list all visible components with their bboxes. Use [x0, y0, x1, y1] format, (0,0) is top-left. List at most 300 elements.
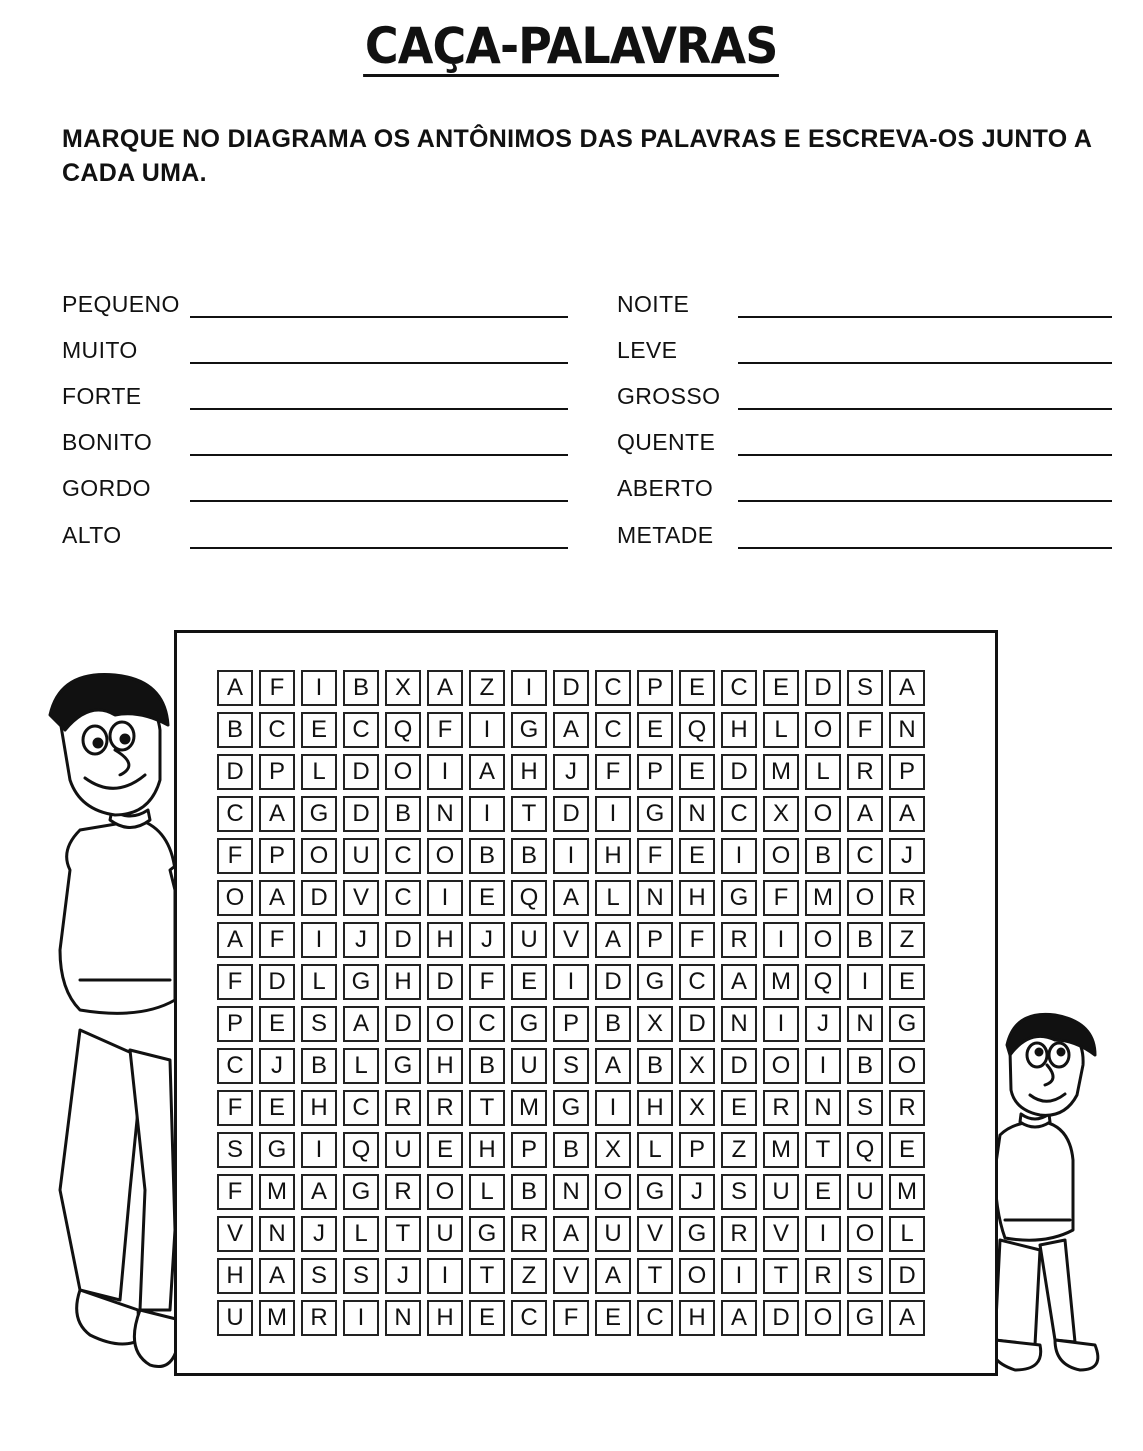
grid-cell[interactable]: C — [385, 838, 421, 874]
grid-cell[interactable]: F — [217, 964, 253, 1000]
grid-cell[interactable]: N — [889, 712, 925, 748]
grid-cell[interactable]: B — [343, 670, 379, 706]
grid-cell[interactable]: F — [259, 922, 295, 958]
grid-cell[interactable]: I — [721, 1258, 757, 1294]
grid-cell[interactable]: O — [805, 796, 841, 832]
grid-cell[interactable]: I — [301, 922, 337, 958]
grid-cell[interactable]: M — [259, 1174, 295, 1210]
grid-cell[interactable]: P — [679, 1132, 715, 1168]
grid-cell[interactable]: D — [805, 670, 841, 706]
grid-cell[interactable]: G — [847, 1300, 883, 1336]
grid-cell[interactable]: H — [217, 1258, 253, 1294]
grid-cell[interactable]: O — [301, 838, 337, 874]
grid-cell[interactable]: B — [469, 838, 505, 874]
grid-cell[interactable]: U — [511, 1048, 547, 1084]
answer-line[interactable] — [190, 434, 568, 456]
grid-cell[interactable]: O — [847, 1216, 883, 1252]
grid-cell[interactable]: A — [553, 712, 589, 748]
grid-cell[interactable]: A — [259, 880, 295, 916]
grid-cell[interactable]: N — [679, 796, 715, 832]
grid-cell[interactable]: P — [553, 1006, 589, 1042]
grid-cell[interactable]: L — [889, 1216, 925, 1252]
grid-cell[interactable]: Q — [679, 712, 715, 748]
grid-cell[interactable]: H — [469, 1132, 505, 1168]
grid-cell[interactable]: F — [259, 670, 295, 706]
grid-cell[interactable]: D — [259, 964, 295, 1000]
grid-cell[interactable]: C — [595, 670, 631, 706]
grid-cell[interactable]: A — [889, 796, 925, 832]
grid-cell[interactable]: F — [217, 1174, 253, 1210]
grid-cell[interactable]: G — [511, 712, 547, 748]
grid-cell[interactable]: U — [343, 838, 379, 874]
grid-cell[interactable]: P — [259, 838, 295, 874]
grid-cell[interactable]: X — [595, 1132, 631, 1168]
grid-cell[interactable]: C — [217, 796, 253, 832]
grid-cell[interactable]: O — [763, 1048, 799, 1084]
word-row-left — [62, 472, 568, 502]
grid-cell[interactable]: C — [343, 712, 379, 748]
grid-cell[interactable]: I — [427, 754, 463, 790]
grid-cell[interactable]: J — [301, 1216, 337, 1252]
grid-cell[interactable]: U — [385, 1132, 421, 1168]
grid-cell[interactable]: O — [805, 922, 841, 958]
grid-cell[interactable]: D — [301, 880, 337, 916]
grid-cell[interactable]: Q — [511, 880, 547, 916]
grid-cell[interactable]: L — [469, 1174, 505, 1210]
grid-cell[interactable]: T — [763, 1258, 799, 1294]
grid-cell[interactable]: O — [217, 880, 253, 916]
grid-cell[interactable]: M — [763, 964, 799, 1000]
grid-cell[interactable]: R — [889, 1090, 925, 1126]
grid-cell[interactable]: G — [553, 1090, 589, 1126]
grid-cell[interactable]: C — [259, 712, 295, 748]
grid-cell[interactable]: I — [511, 670, 547, 706]
grid-cell[interactable]: D — [889, 1258, 925, 1294]
grid-cell[interactable]: S — [217, 1132, 253, 1168]
grid-cell[interactable]: U — [595, 1216, 631, 1252]
grid-cell[interactable]: A — [343, 1006, 379, 1042]
grid-cell[interactable]: G — [637, 1174, 673, 1210]
grid-cell[interactable]: G — [259, 1132, 295, 1168]
grid-cell[interactable]: R — [301, 1300, 337, 1336]
grid-cell[interactable]: O — [805, 1300, 841, 1336]
grid-cell[interactable]: D — [553, 796, 589, 832]
grid-cell[interactable]: C — [721, 670, 757, 706]
grid-cell[interactable]: H — [427, 1300, 463, 1336]
answer-line[interactable] — [738, 480, 1112, 502]
grid-cell[interactable]: C — [343, 1090, 379, 1126]
grid-cell[interactable]: O — [763, 838, 799, 874]
grid-cell[interactable]: S — [343, 1258, 379, 1294]
grid-cell[interactable]: Q — [385, 712, 421, 748]
grid-cell[interactable]: B — [469, 1048, 505, 1084]
grid-cell[interactable]: O — [889, 1048, 925, 1084]
grid-cell[interactable]: B — [511, 1174, 547, 1210]
grid-cell[interactable]: D — [427, 964, 463, 1000]
grid-cell[interactable]: V — [343, 880, 379, 916]
grid-cell[interactable]: J — [805, 1006, 841, 1042]
grid-cell[interactable]: A — [595, 1048, 631, 1084]
grid-cell[interactable]: A — [553, 1216, 589, 1252]
answer-line[interactable] — [738, 296, 1112, 318]
grid-cell[interactable]: U — [427, 1216, 463, 1252]
grid-cell[interactable]: G — [469, 1216, 505, 1252]
grid-cell[interactable]: E — [679, 670, 715, 706]
grid-cell[interactable]: O — [805, 712, 841, 748]
grid-cell[interactable]: T — [469, 1090, 505, 1126]
grid-cell[interactable]: C — [217, 1048, 253, 1084]
grid-cell[interactable]: D — [343, 796, 379, 832]
word-label: GORDO — [62, 475, 151, 501]
grid-cell[interactable]: G — [721, 880, 757, 916]
grid-cell[interactable]: F — [469, 964, 505, 1000]
grid-cell[interactable]: D — [385, 1006, 421, 1042]
grid-cell[interactable]: I — [553, 838, 589, 874]
grid-cell[interactable]: I — [553, 964, 589, 1000]
grid-cell[interactable]: O — [427, 1006, 463, 1042]
grid-cell[interactable]: B — [511, 838, 547, 874]
grid-cell[interactable]: T — [637, 1258, 673, 1294]
word-row-left — [62, 334, 568, 364]
grid-cell[interactable]: N — [721, 1006, 757, 1042]
grid-cell[interactable]: I — [427, 880, 463, 916]
grid-cell[interactable]: H — [511, 754, 547, 790]
grid-cell[interactable]: A — [889, 670, 925, 706]
grid-cell[interactable]: Q — [343, 1132, 379, 1168]
answer-line[interactable] — [190, 527, 568, 549]
grid-cell[interactable]: E — [637, 712, 673, 748]
grid-cell[interactable]: V — [763, 1216, 799, 1252]
answer-line[interactable] — [738, 434, 1112, 456]
grid-cell[interactable]: F — [427, 712, 463, 748]
grid-cell[interactable]: I — [301, 1132, 337, 1168]
grid-cell[interactable]: A — [553, 880, 589, 916]
grid-cell[interactable]: V — [553, 922, 589, 958]
grid-cell[interactable]: T — [511, 796, 547, 832]
grid-cell[interactable]: C — [469, 1006, 505, 1042]
grid-cell[interactable]: L — [637, 1132, 673, 1168]
grid-cell[interactable]: G — [889, 1006, 925, 1042]
grid-cell[interactable]: R — [385, 1174, 421, 1210]
grid-cell[interactable]: P — [511, 1132, 547, 1168]
grid-cell[interactable]: B — [847, 1048, 883, 1084]
grid-cell[interactable]: Z — [469, 670, 505, 706]
grid-cell[interactable]: T — [385, 1216, 421, 1252]
word-row-left — [62, 380, 568, 410]
grid-cell[interactable]: A — [595, 1258, 631, 1294]
grid-cell[interactable]: E — [259, 1090, 295, 1126]
grid-cell[interactable]: C — [847, 838, 883, 874]
grid-cell[interactable]: I — [721, 838, 757, 874]
grid-cell[interactable]: A — [889, 1300, 925, 1336]
grid-cell[interactable]: C — [385, 880, 421, 916]
grid-cell[interactable]: N — [553, 1174, 589, 1210]
grid-cell[interactable]: B — [553, 1132, 589, 1168]
grid-cell[interactable]: M — [889, 1174, 925, 1210]
grid-cell[interactable]: F — [217, 1090, 253, 1126]
grid-cell[interactable]: H — [679, 880, 715, 916]
grid-cell[interactable]: B — [805, 838, 841, 874]
grid-cell[interactable]: O — [595, 1174, 631, 1210]
grid-cell[interactable]: A — [595, 922, 631, 958]
grid-cell[interactable]: F — [679, 922, 715, 958]
grid-cell[interactable]: O — [427, 838, 463, 874]
grid-cell[interactable]: E — [469, 1300, 505, 1336]
grid-cell[interactable]: G — [343, 1174, 379, 1210]
grid-cell[interactable]: A — [217, 922, 253, 958]
grid-cell[interactable]: Z — [721, 1132, 757, 1168]
grid-cell[interactable]: E — [595, 1300, 631, 1336]
answer-line[interactable] — [190, 388, 568, 410]
grid-cell[interactable]: A — [301, 1174, 337, 1210]
grid-cell[interactable]: S — [721, 1174, 757, 1210]
grid-cell[interactable]: G — [511, 1006, 547, 1042]
grid-cell[interactable]: E — [469, 880, 505, 916]
grid-cell[interactable]: Z — [511, 1258, 547, 1294]
grid-cell[interactable]: D — [721, 1048, 757, 1084]
grid-cell[interactable]: E — [301, 712, 337, 748]
grid-cell[interactable]: H — [721, 712, 757, 748]
grid-cell[interactable]: D — [217, 754, 253, 790]
grid-cell[interactable]: I — [427, 1258, 463, 1294]
grid-cell[interactable]: I — [595, 796, 631, 832]
grid-cell[interactable]: L — [343, 1048, 379, 1084]
grid-cell[interactable]: P — [889, 754, 925, 790]
grid-cell[interactable]: D — [763, 1300, 799, 1336]
grid-cell[interactable]: A — [847, 796, 883, 832]
grid-cell[interactable]: R — [805, 1258, 841, 1294]
grid-cell[interactable]: R — [763, 1090, 799, 1126]
grid-cell[interactable]: H — [679, 1300, 715, 1336]
grid-cell[interactable]: J — [385, 1258, 421, 1294]
grid-cell[interactable]: I — [301, 670, 337, 706]
grid-cell[interactable]: R — [847, 754, 883, 790]
grid-cell[interactable]: N — [637, 880, 673, 916]
word-row-left — [62, 519, 568, 549]
grid-cell[interactable]: R — [721, 1216, 757, 1252]
grid-cell[interactable]: M — [763, 1132, 799, 1168]
grid-cell[interactable]: X — [637, 1006, 673, 1042]
word-row-right — [617, 380, 1112, 410]
grid-cell[interactable]: I — [805, 1048, 841, 1084]
grid-cell[interactable]: F — [847, 712, 883, 748]
grid-cell[interactable]: E — [805, 1174, 841, 1210]
grid-cell[interactable]: I — [469, 796, 505, 832]
grid-cell[interactable]: R — [889, 880, 925, 916]
grid-cell[interactable]: E — [679, 754, 715, 790]
word-row-right — [617, 519, 1112, 549]
grid-cell[interactable]: T — [469, 1258, 505, 1294]
grid-cell[interactable]: B — [301, 1048, 337, 1084]
grid-cell[interactable]: C — [595, 712, 631, 748]
grid-cell[interactable]: O — [679, 1258, 715, 1294]
grid-cell[interactable]: X — [385, 670, 421, 706]
grid-cell[interactable]: H — [427, 1048, 463, 1084]
grid-cell[interactable]: O — [847, 880, 883, 916]
grid-cell[interactable]: A — [721, 964, 757, 1000]
grid-cell[interactable]: D — [721, 754, 757, 790]
grid-cell[interactable]: J — [679, 1174, 715, 1210]
grid-cell[interactable]: B — [217, 712, 253, 748]
grid-cell[interactable]: N — [427, 796, 463, 832]
grid-cell[interactable]: H — [427, 922, 463, 958]
page-title — [0, 14, 1143, 78]
grid-cell[interactable]: F — [637, 838, 673, 874]
grid-cell[interactable]: E — [763, 670, 799, 706]
grid-cell[interactable]: F — [217, 838, 253, 874]
grid-cell[interactable]: N — [847, 1006, 883, 1042]
instruction-text: MARQUE NO DIAGRAMA OS ANTÔNIMOS DAS PALAVRAS E ESCREVA-OS JUNTO A CADA UMA. — [62, 125, 1092, 187]
grid-cell[interactable]: J — [343, 922, 379, 958]
grid-cell[interactable]: H — [385, 964, 421, 1000]
grid-cell[interactable]: G — [637, 964, 673, 1000]
grid-cell[interactable]: I — [763, 1006, 799, 1042]
grid-cell[interactable]: R — [721, 922, 757, 958]
grid-cell[interactable]: B — [595, 1006, 631, 1042]
word-label: NOITE — [617, 291, 690, 317]
grid-cell[interactable]: I — [469, 712, 505, 748]
answer-line[interactable] — [190, 342, 568, 364]
grid-cell[interactable]: I — [595, 1090, 631, 1126]
grid-cell[interactable]: X — [763, 796, 799, 832]
grid-cell[interactable]: L — [343, 1216, 379, 1252]
grid-cell[interactable]: D — [385, 922, 421, 958]
grid-cell[interactable]: I — [763, 922, 799, 958]
grid-cell[interactable]: P — [259, 754, 295, 790]
grid-cell[interactable]: V — [637, 1216, 673, 1252]
grid-cell[interactable]: S — [847, 1258, 883, 1294]
grid-cell[interactable]: A — [217, 670, 253, 706]
grid-cell[interactable]: D — [595, 964, 631, 1000]
grid-cell[interactable]: P — [637, 754, 673, 790]
grid-cell[interactable]: P — [637, 670, 673, 706]
grid-cell[interactable]: S — [301, 1006, 337, 1042]
grid-cell[interactable]: O — [385, 754, 421, 790]
grid-cell[interactable]: D — [343, 754, 379, 790]
grid-cell[interactable]: H — [301, 1090, 337, 1126]
grid-cell[interactable]: R — [385, 1090, 421, 1126]
word-label: LEVE — [617, 337, 678, 363]
answer-line[interactable] — [738, 342, 1112, 364]
grid-cell[interactable]: M — [259, 1300, 295, 1336]
grid-cell[interactable]: X — [679, 1090, 715, 1126]
grid-cell[interactable]: V — [217, 1216, 253, 1252]
grid-cell[interactable]: I — [805, 1216, 841, 1252]
grid-cell[interactable]: M — [805, 880, 841, 916]
grid-cell[interactable]: A — [721, 1300, 757, 1336]
grid-cell[interactable]: P — [637, 922, 673, 958]
answer-line[interactable] — [738, 388, 1112, 410]
grid-cell[interactable]: N — [805, 1090, 841, 1126]
grid-cell[interactable]: C — [511, 1300, 547, 1336]
answer-line[interactable] — [190, 296, 568, 318]
grid-cell[interactable]: E — [889, 1132, 925, 1168]
grid-cell[interactable]: A — [259, 1258, 295, 1294]
grid-cell[interactable]: I — [847, 964, 883, 1000]
grid-cell[interactable]: N — [259, 1216, 295, 1252]
grid-cell[interactable]: A — [427, 670, 463, 706]
grid-cell[interactable]: E — [427, 1132, 463, 1168]
grid-cell[interactable]: D — [553, 670, 589, 706]
grid-cell[interactable]: P — [217, 1006, 253, 1042]
grid-cell[interactable]: X — [679, 1048, 715, 1084]
grid-cell[interactable]: G — [679, 1216, 715, 1252]
grid-cell[interactable]: N — [385, 1300, 421, 1336]
answer-line[interactable] — [738, 527, 1112, 549]
grid-cell[interactable]: L — [595, 880, 631, 916]
grid-cell[interactable]: B — [637, 1048, 673, 1084]
grid-cell[interactable]: H — [595, 838, 631, 874]
grid-cell[interactable]: I — [343, 1300, 379, 1336]
word-row-right — [617, 472, 1112, 502]
grid-cell[interactable]: V — [553, 1258, 589, 1294]
grid-cell[interactable]: O — [427, 1174, 463, 1210]
word-label: MUITO — [62, 337, 138, 363]
grid-cell[interactable]: Q — [805, 964, 841, 1000]
grid-cell[interactable]: A — [469, 754, 505, 790]
grid-cell[interactable]: U — [511, 922, 547, 958]
grid-cell[interactable]: F — [553, 1300, 589, 1336]
grid-cell[interactable]: J — [553, 754, 589, 790]
grid-cell[interactable]: B — [385, 796, 421, 832]
grid-cell[interactable]: L — [301, 754, 337, 790]
grid-cell[interactable]: G — [343, 964, 379, 1000]
grid-cell[interactable]: J — [469, 922, 505, 958]
grid-cell[interactable]: S — [301, 1258, 337, 1294]
grid-cell[interactable]: L — [805, 754, 841, 790]
grid-cell[interactable]: G — [301, 796, 337, 832]
grid-cell[interactable]: R — [511, 1216, 547, 1252]
grid-cell[interactable]: L — [763, 712, 799, 748]
letter-grid — [217, 670, 931, 1342]
grid-cell[interactable]: R — [427, 1090, 463, 1126]
word-label: QUENTE — [617, 429, 716, 455]
grid-cell[interactable]: A — [259, 796, 295, 832]
grid-cell[interactable]: E — [889, 964, 925, 1000]
grid-cell[interactable]: B — [847, 922, 883, 958]
grid-cell[interactable]: U — [847, 1174, 883, 1210]
grid-cell[interactable]: Z — [889, 922, 925, 958]
grid-cell[interactable]: U — [763, 1174, 799, 1210]
grid-cell[interactable]: E — [721, 1090, 757, 1126]
grid-cell[interactable]: M — [511, 1090, 547, 1126]
grid-cell[interactable]: J — [259, 1048, 295, 1084]
grid-cell[interactable]: E — [259, 1006, 295, 1042]
grid-cell[interactable]: G — [637, 796, 673, 832]
grid-cell[interactable]: S — [847, 670, 883, 706]
grid-cell[interactable]: S — [847, 1090, 883, 1126]
grid-cell[interactable]: F — [595, 754, 631, 790]
grid-cell[interactable]: G — [385, 1048, 421, 1084]
grid-cell[interactable]: U — [217, 1300, 253, 1336]
grid-cell[interactable]: L — [301, 964, 337, 1000]
grid-cell[interactable]: C — [679, 964, 715, 1000]
grid-cell[interactable]: T — [805, 1132, 841, 1168]
grid-cell[interactable]: C — [721, 796, 757, 832]
grid-cell[interactable]: M — [763, 754, 799, 790]
grid-cell[interactable]: F — [763, 880, 799, 916]
word-label: GROSSO — [617, 383, 721, 409]
grid-cell[interactable]: Q — [847, 1132, 883, 1168]
grid-cell[interactable]: H — [637, 1090, 673, 1126]
grid-cell[interactable]: S — [553, 1048, 589, 1084]
grid-cell[interactable]: E — [511, 964, 547, 1000]
grid-cell[interactable]: J — [889, 838, 925, 874]
grid-cell[interactable]: D — [679, 1006, 715, 1042]
grid-cell[interactable]: E — [679, 838, 715, 874]
grid-cell[interactable]: C — [637, 1300, 673, 1336]
answer-line[interactable] — [190, 480, 568, 502]
